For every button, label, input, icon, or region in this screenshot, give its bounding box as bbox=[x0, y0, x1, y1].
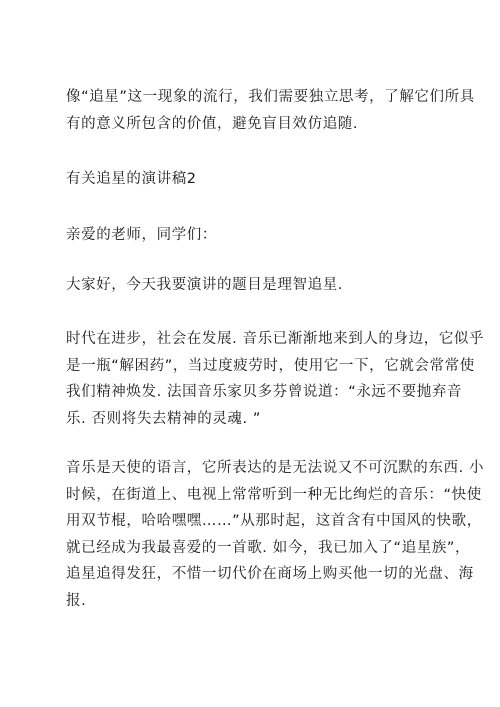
body-paragraph bbox=[66, 455, 485, 614]
text-line: 像“追星”这一现象的流行，我们需要独立思考，了解它们所具 bbox=[66, 89, 475, 105]
text-line: 时候，在街道上、电视上常常听到一种无比绚烂的音乐：“快使 bbox=[66, 486, 482, 503]
text-line: 我们精神焕发. 法国音乐家贝多芬曾说道：“永远不要抛弃音 bbox=[66, 384, 463, 400]
heading-text: 有关追星的演讲稿2 bbox=[66, 171, 197, 187]
text-line: 报. bbox=[66, 592, 87, 609]
section-heading bbox=[66, 166, 442, 193]
salutation-text: 亲爱的老师，同学们： bbox=[66, 227, 217, 243]
body-paragraph bbox=[66, 326, 485, 432]
text-line: 就已经成为我最喜爱的一首歌. 如今，我已加入了“追星族”， bbox=[66, 539, 471, 556]
text-line: 大家好，今天我要演讲的题目是理智追星. bbox=[66, 277, 344, 293]
text-line: 有的意义所包含的价值，避免盲目效仿追随. bbox=[66, 115, 359, 132]
salutation bbox=[66, 222, 442, 249]
text-line: 音乐是天使的语言，它所表达的是无法说又不可沉默的东西. 小 bbox=[66, 460, 485, 476]
text-line: 追星追得发狂，不惜一切代价在商场上购买他一切的光盘、海 bbox=[66, 566, 474, 582]
text-line: 时代在进步，社会在发展. 音乐已渐渐地来到人的身边，它似乎 bbox=[66, 331, 485, 347]
text-line: 用双节棍，哈哈嘿嘿……”从那时起，这首含有中国风的快歌， bbox=[66, 513, 482, 529]
opening-paragraph bbox=[66, 272, 442, 299]
text-line: 是一瓶“解困药”，当过度疲劳时，使用它一下，它就会常常使 bbox=[66, 357, 475, 374]
intro-paragraph bbox=[66, 84, 475, 137]
text-line: 乐. 否则将失去精神的灵魂. ” bbox=[66, 410, 262, 427]
